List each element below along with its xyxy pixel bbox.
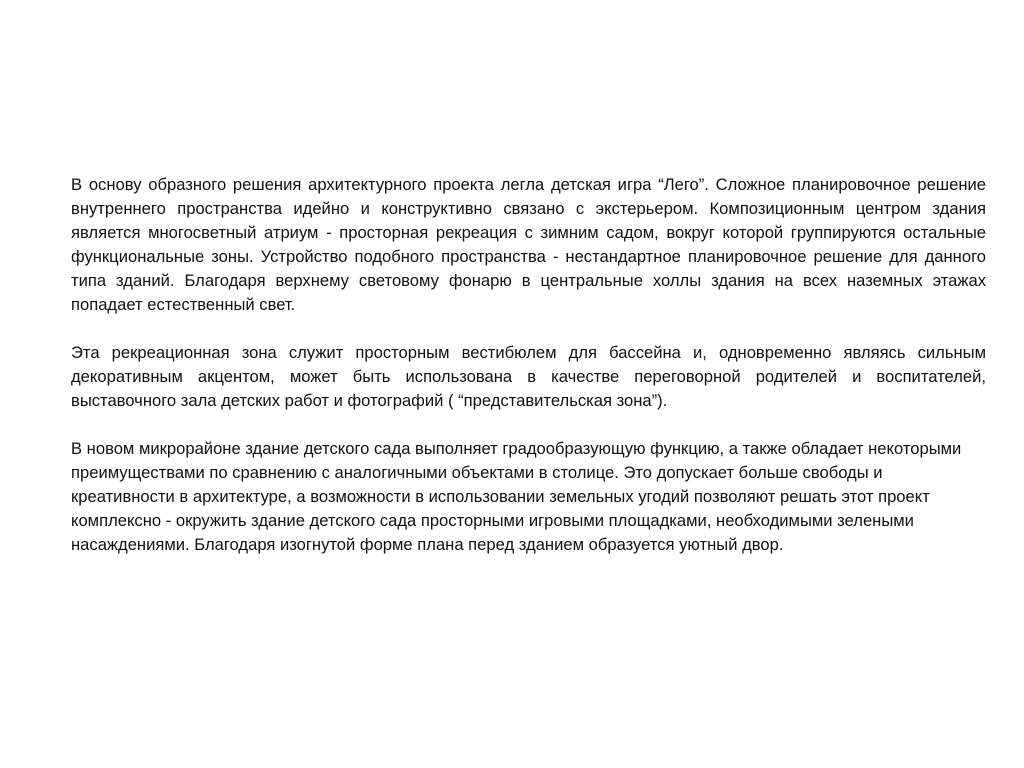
paragraph-2: Эта рекреационная зона служит просторным вестибюлем для бассейна и, одновременно являясь сильным декоративным акцентом, может быть использована в качестве переговорной родителей и воспитателей, выставочного зала детских работ и фотографий ( “представительская зона”). bbox=[71, 343, 986, 410]
paragraph-3: В новом микрорайоне здание детского сада выполняет градообразующую функцию, а также обладает некоторыми преимуществами по сравнению с аналогичными объектами в столице. Это допускает больше свободы и креативности в архитектуре, а возможности в использовании земельных угодий позволяют решать этот проект комплексно - окружить здание детского сада просторными игровыми площадками, необходимыми зелеными насаждениями. Благодаря изогнутой форме плана перед зданием образуется уютный двор. bbox=[71, 439, 962, 554]
paragraph-1: В основу образного решения архитектурного проекта легла детская игра “Лего”. Сложное планировочное решение внутреннего пространства идейно и конструктивно связано с экстерьером. Композиционным центром здания является многосветный атриум - просторная рекреация с зимним садом, вокруг которой группируются остальные функциональные зоны. Устройство подобного пространства - нестандартное планировочное решение для данного типа зданий. Благодаря верхнему световому фонарю в центральные холлы здания на всех наземных этажах попадает естественный свет. bbox=[71, 175, 986, 314]
slide-text-body bbox=[71, 173, 986, 581]
